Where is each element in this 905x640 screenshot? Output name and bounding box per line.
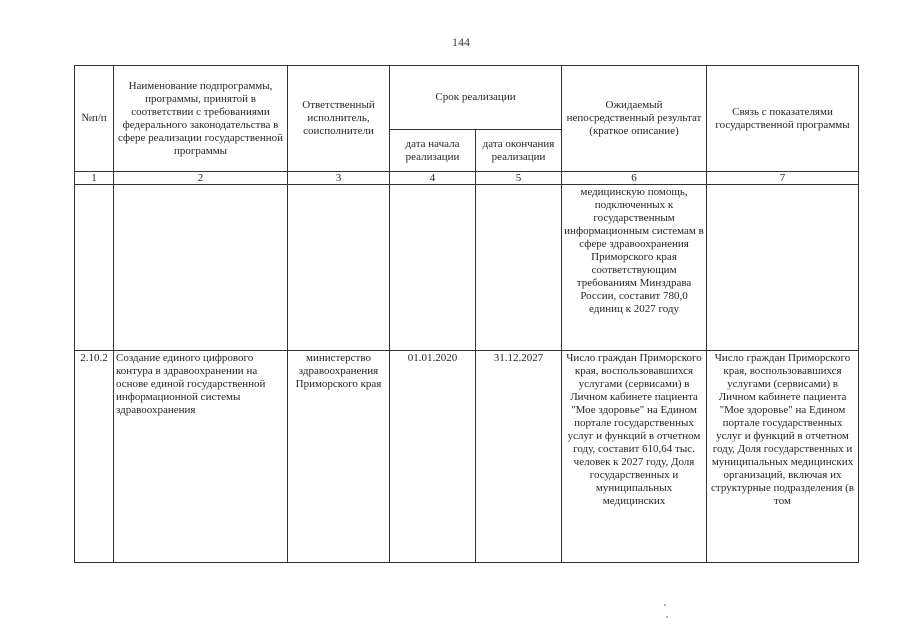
row-executor: [288, 185, 390, 351]
header-start-date: дата начала реализации: [390, 130, 476, 172]
column-number: 3: [288, 172, 390, 185]
row-name: [114, 185, 288, 351]
header-number: №п/п: [75, 66, 114, 172]
column-number: 2: [114, 172, 288, 185]
header-expected-result: Ожидаемый непосредственный результат (краткое описание): [562, 66, 707, 172]
header-executor: Ответственный исполнитель, соисполнители: [288, 66, 390, 172]
column-number-row: [75, 172, 859, 185]
row-start-date: 01.01.2020: [390, 351, 476, 563]
header-term-group: Срок реализации: [390, 66, 562, 130]
table-row: [75, 351, 859, 563]
header-indicator-link: Связь с показателями государственной программы: [707, 66, 859, 172]
scan-speck: [666, 616, 668, 618]
row-end-date: [476, 185, 562, 351]
row-end-date: 31.12.2027: [476, 351, 562, 563]
row-number: [75, 185, 114, 351]
header-subprogram-name: Наименование подпрограммы, программы, принятой в соответствии с требованиями федерального законодательства в сфере реализации государственной программы: [114, 66, 288, 172]
row-indicator-link: [707, 185, 859, 351]
header-end-date: дата окончания реализации: [476, 130, 562, 172]
row-number: 2.10.2: [75, 351, 114, 563]
row-name: Создание единого цифрового контура в здравоохранении на основе единой государственной информационной системы здравоохранения: [114, 351, 288, 563]
row-expected-result: Число граждан Приморского края, воспользовавшихся услугами (сервисами) в Личном кабинете пациента "Мое здоровье" на Едином портале государственных услуг и функций в отчетном году, составит 610,64 тыс. человек к 2027 году, Доля государственных и муниципальных медицинских: [562, 351, 707, 563]
column-number: 1: [75, 172, 114, 185]
column-number: 5: [476, 172, 562, 185]
column-number: 4: [390, 172, 476, 185]
scan-speck: [664, 604, 666, 606]
column-number: 6: [562, 172, 707, 185]
table-row: [75, 185, 859, 351]
program-activities-table: [74, 65, 859, 563]
row-expected-result: медицинскую помощь, подключенных к государственным информационным системам в сфере здравоохранения Приморского края соответствующим требованиям Минздрава России, составит 780,0 единиц к 2027 году: [562, 185, 707, 351]
table-header-row: [75, 66, 859, 130]
row-executor: министерство здравоохранения Приморского края: [288, 351, 390, 563]
column-number: 7: [707, 172, 859, 185]
page-number: 144: [452, 35, 470, 49]
row-start-date: [390, 185, 476, 351]
row-indicator-link: Число граждан Приморского края, воспользовавшихся услугами (сервисами) в Личном кабинете пациента "Мое здоровье" на Едином портале государственных услуг и функций в отчетном году, Доля государственных и муниципальных медицинских организаций, включая их структурные подразделения (в том: [707, 351, 859, 563]
